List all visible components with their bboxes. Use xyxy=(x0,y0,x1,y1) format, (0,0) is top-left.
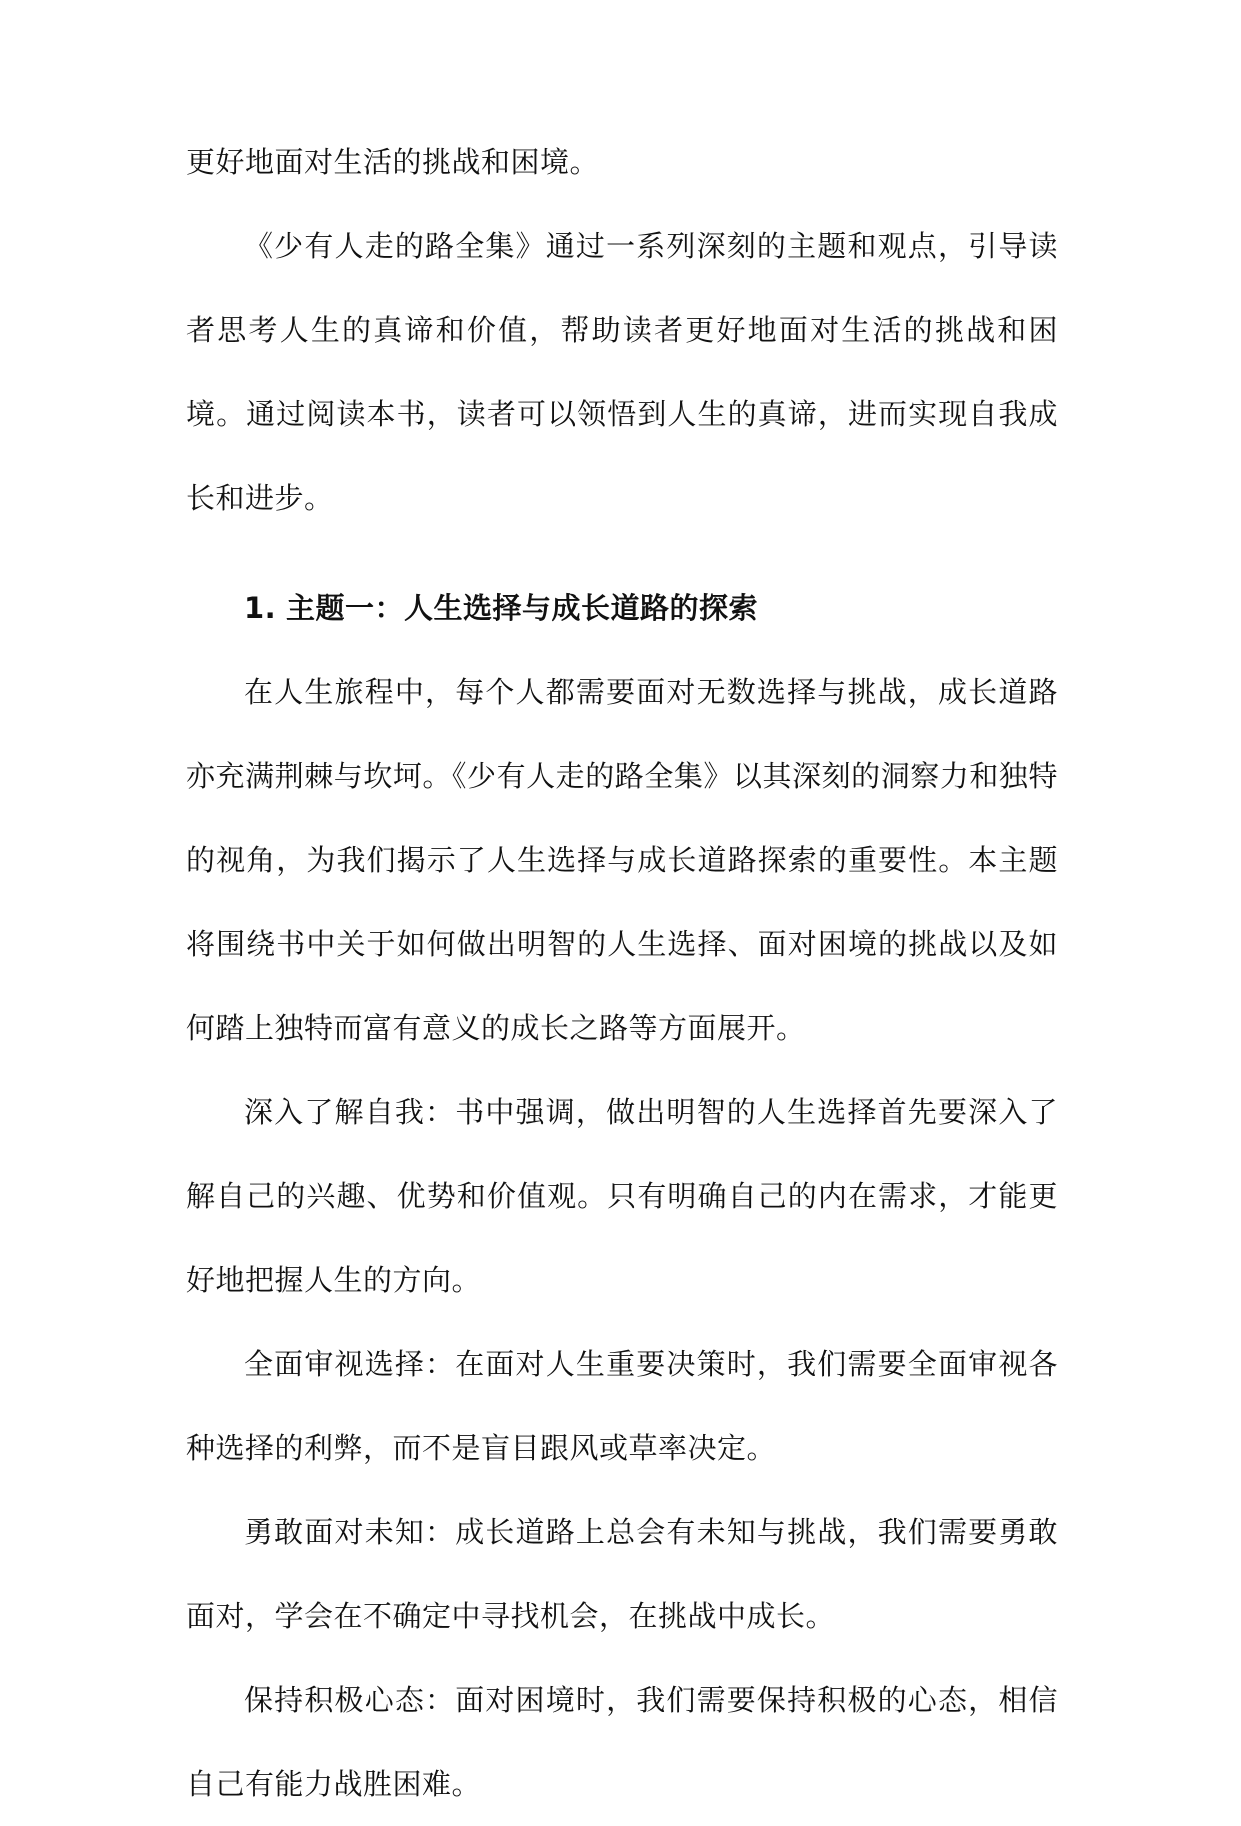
paragraph-continuation: 更好地面对生活的挑战和困境。 xyxy=(186,145,600,179)
paragraph-point-review-choices: 全面审视选择：在面对人生重要决策时，我们需要全面审视各种选择的利弊，而不是盲目跟风或草率决定。 xyxy=(186,1347,1058,1465)
section-spacer xyxy=(186,540,1058,566)
paragraph-section-intro: 在人生旅程中，每个人都需要面对无数选择与挑战，成长道路亦充满荆棘与坎坷。《少有人走的路全集》以其深刻的洞察力和独特的视角，为我们揭示了人生选择与成长道路探索的重要性。本主题将围绕书中关于如何做出明智的人生选择、面对困境的挑战以及如何踏上独特而富有意义的成长之路等方面展开。 xyxy=(186,675,1058,1045)
section-heading xyxy=(186,566,1058,650)
document-body xyxy=(186,120,1058,1826)
paragraph-point-positive-mindset: 保持积极心态：面对困境时，我们需要保持积极的心态，相信自己有能力战胜困难。 xyxy=(186,1683,1058,1801)
paragraph-book-summary: 《少有人走的路全集》通过一系列深刻的主题和观点，引导读者思考人生的真谛和价值，帮助读者更好地面对生活的挑战和困境。通过阅读本书，读者可以领悟到人生的真谛，进而实现自我成长和进步。 xyxy=(186,229,1058,515)
paragraph-point-face-unknown: 勇敢面对未知：成长道路上总会有未知与挑战，我们需要勇敢面对，学会在不确定中寻找机会，在挑战中成长。 xyxy=(186,1515,1058,1633)
paragraph-point-self-understanding: 深入了解自我：书中强调，做出明智的人生选择首先要深入了解自己的兴趣、优势和价值观。只有明确自己的内在需求，才能更好地把握人生的方向。 xyxy=(186,1095,1058,1297)
section-number: 1. xyxy=(244,591,277,625)
section-title: 主题一：人生选择与成长道路的探索 xyxy=(286,591,759,625)
